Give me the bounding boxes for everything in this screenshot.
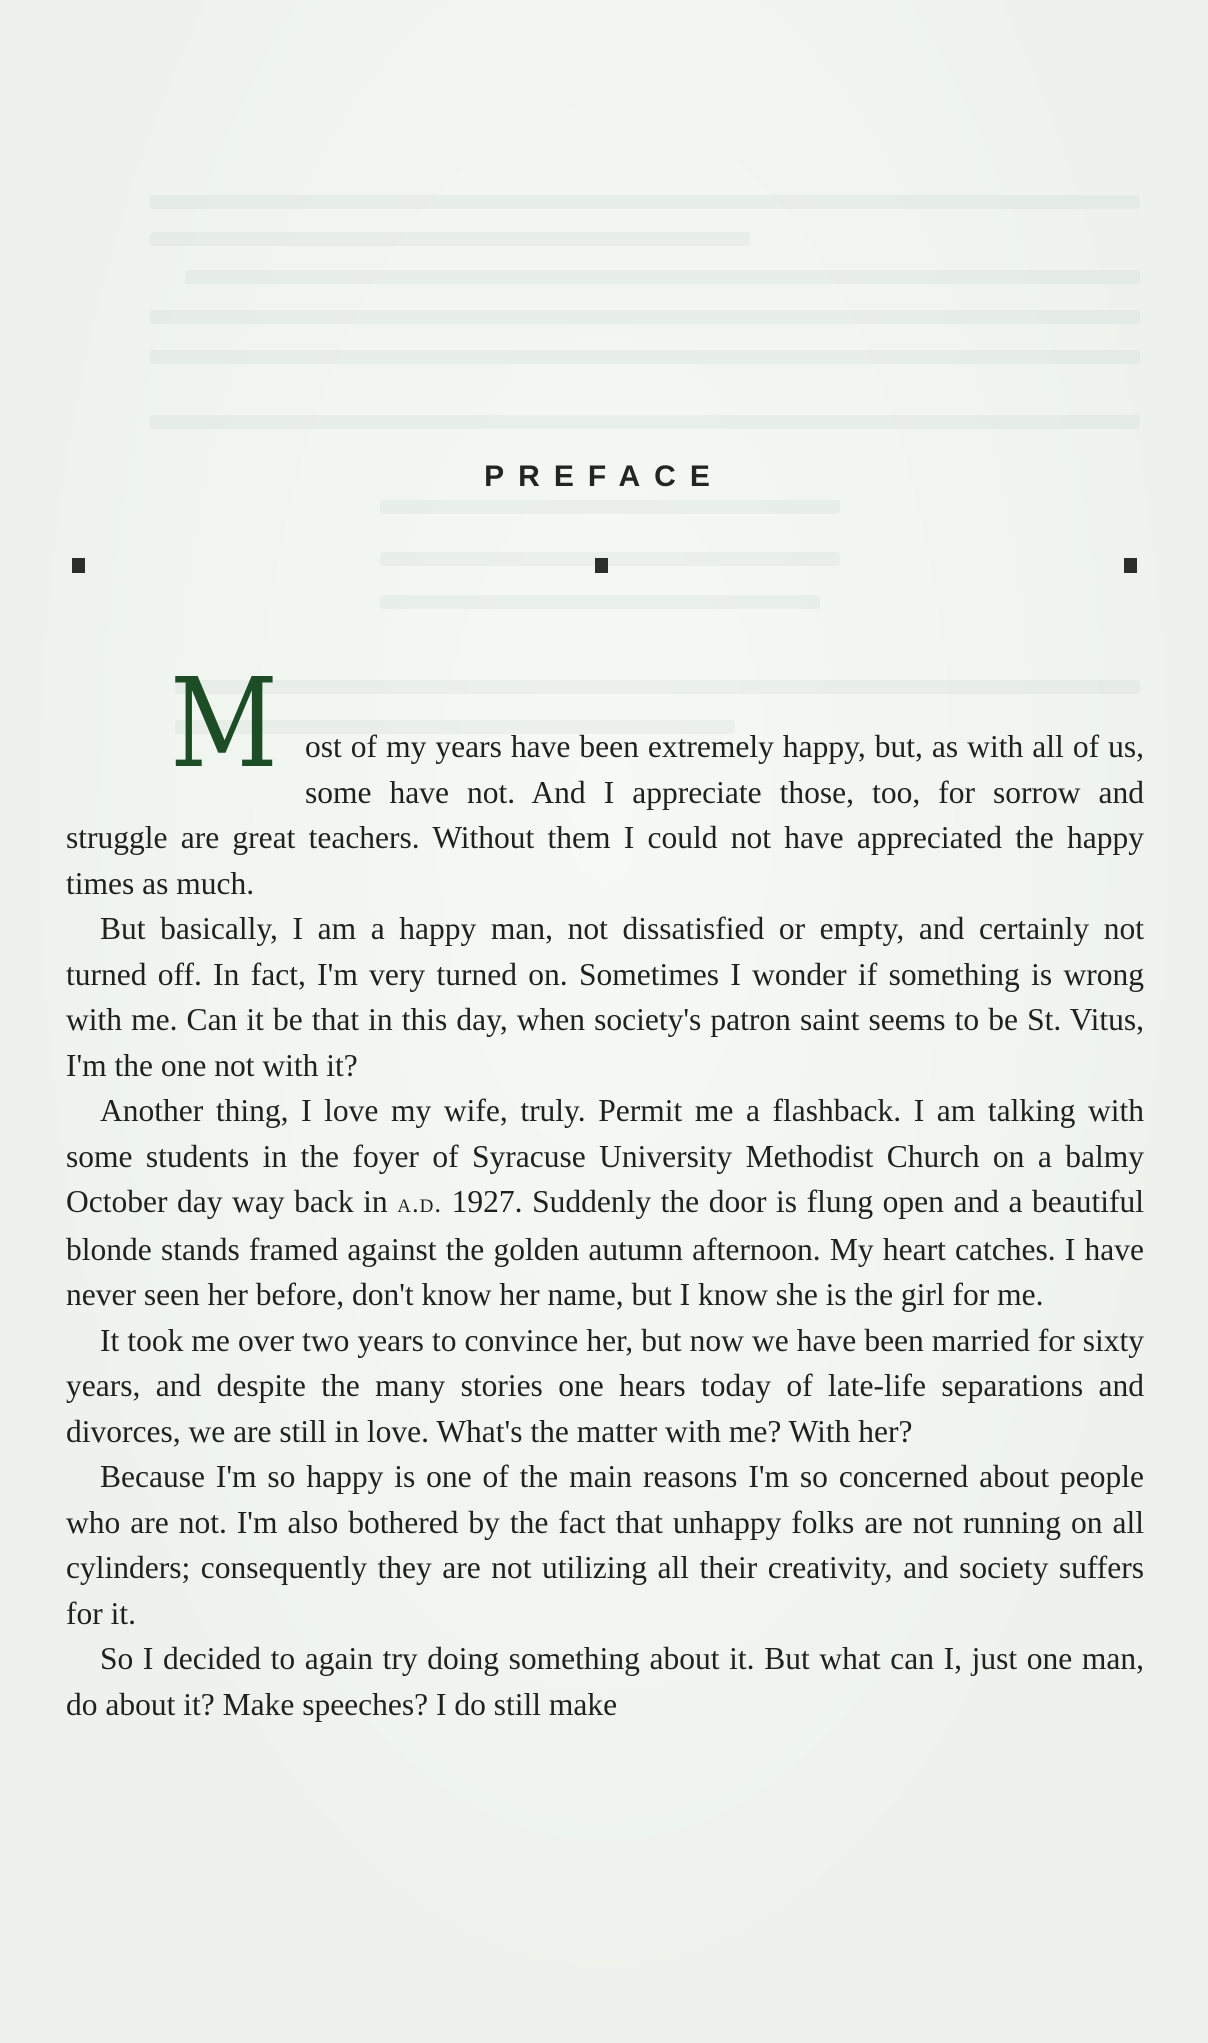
paragraph-1	[66, 652, 1144, 906]
era-abbreviation: a.d.	[397, 1188, 443, 1218]
paragraph-4: It took me over two years to convince her, but now we have been married for sixty years, and despite the many stories one hears today of late-life separations and divorces, we are still in love. What's the matter with me? With her?	[66, 1322, 1144, 1449]
paragraph-2: But basically, I am a happy man, not dissatisfied or empty, and certainly not turned off. In fact, I'm very turned on. Sometimes I wonder if something is wrong with me. Can it be that in this day, when society's patron saint seems to be St. Vitus, I'm the one not with it?	[66, 911, 1144, 1083]
body-text	[66, 652, 1145, 1727]
chapter-heading: PREFACE	[484, 460, 724, 493]
paragraph-5: Because I'm so happy is one of the main reasons I'm so concerned about people who are not. I'm also bothered by the fact that unhappy folks are not running on all cylinders; consequently they are not utilizing all their creativity, and society suffers for it.	[66, 1459, 1144, 1631]
paragraph-3-text-b: 1927. Suddenly the door is flung open and a beautiful blonde stands framed against the golden autumn afternoon. My heart catches. I have never seen her before, don't know her name, but I know she is the girl for me.	[66, 1184, 1145, 1312]
paragraph-6: So I decided to again try doing something about it. But what can I, just one man, do about it? Make speeches? I do still make	[66, 1641, 1144, 1722]
drop-cap: M	[170, 652, 278, 796]
ornament-square-right	[1124, 558, 1137, 573]
paragraph-3-text-a: Another thing, I love my wife, truly. Permit me a flashback. I am talking with some students in the foyer of Syracuse University Methodist Church on a balmy October day way back in	[66, 1093, 1144, 1219]
paragraph-1-text: ost of my years have been extremely happy, but, as with all of us, some have not. And I appreciate those, too, for sorrow and struggle are great teachers. Without them I could not have appreciated the happy times as much.	[66, 729, 1144, 901]
ornament-square-left	[72, 558, 85, 573]
ornament-square-center	[595, 558, 608, 573]
paragraph-3	[66, 1088, 1144, 1318]
